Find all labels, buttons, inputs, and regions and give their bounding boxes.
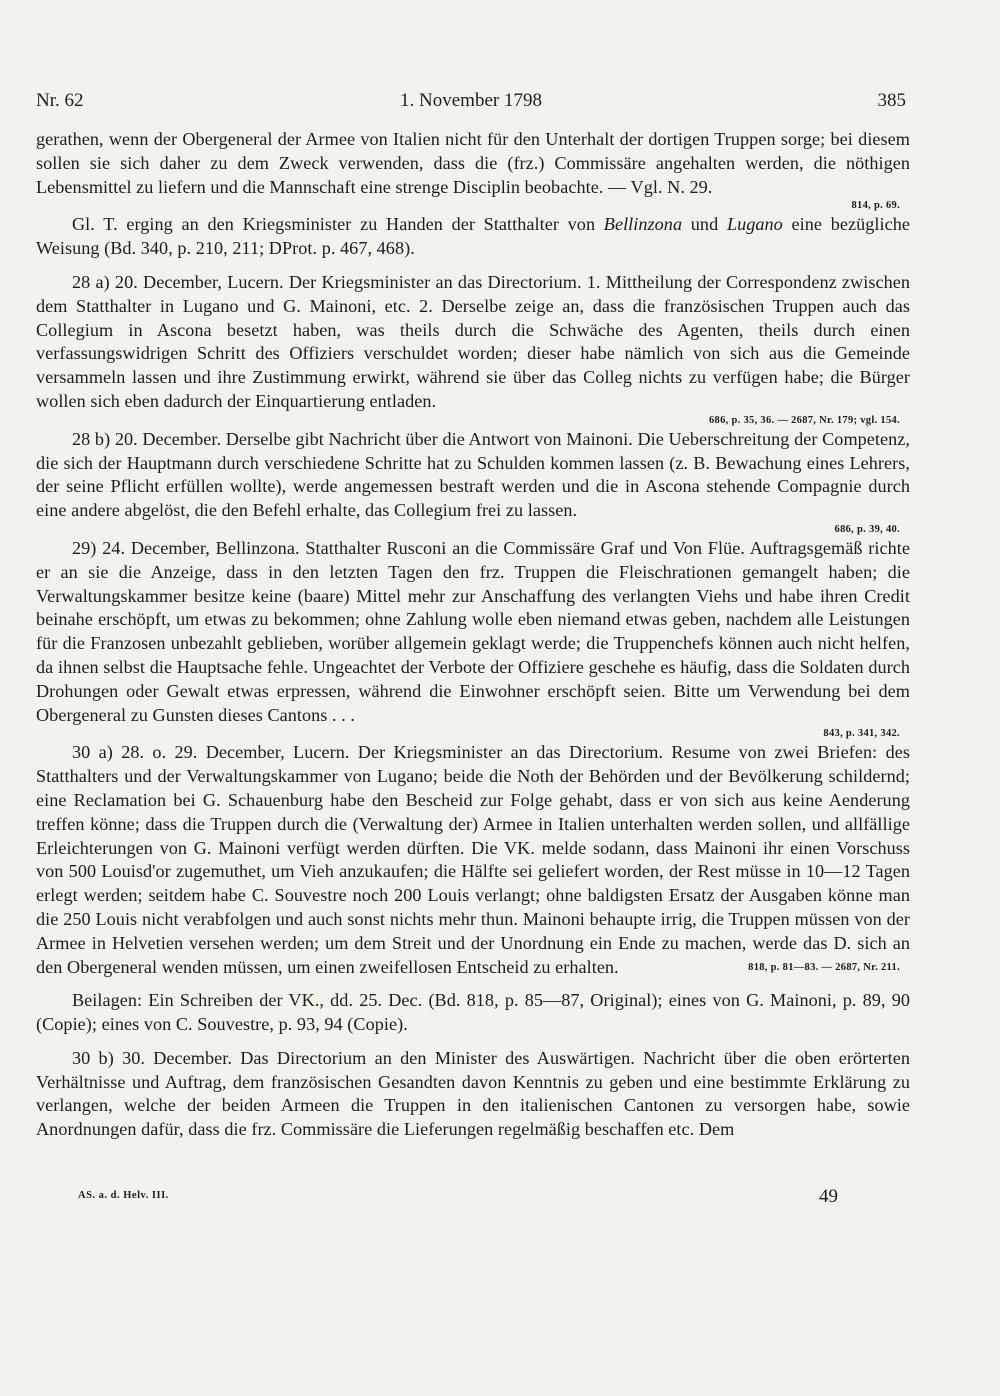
entry-30b: 30 b) 30. December. Das Directorium an den Minister des Auswärtigen. Nachricht über die oben erörterten Verhältnisse und Auftrag, dem französischen Gesandten davon Kenntnis zu geben und eine bestimmte Erklärung zu verlangen, welche der beiden Armeen die Truppen in den italienischen Cantonen zu versorgen habe, sowie Anordnungen dafür, dass die frz. Commissäre die Lieferungen regelmäßig beschaffen etc. Dem bbox=[36, 1047, 910, 1140]
page-body bbox=[36, 128, 910, 1142]
entry-30a-text: 30 a) 28. o. 29. December, Lucern. Der Kriegsminister an das Directorium. Resume von zwei Briefen: des Statthalters und der Verwaltungskammer von Lugano; beide die Noth der Behörden und der Bevölkerung schildernd; eine Reclamation bei G. Schauenburg habe den Bescheid zur Folge gehabt, dass er von sich aus keine Aenderung treffen könne; dass die Truppen durch die (Verwaltung der) Armee in Italien unterhalten werden sollen, und allfällige Erleichterungen von G. Mainoni verfügt werden dürften. Die VK. melde sodann, dass Mainoni ihr einen Vorschuss von 500 Louisd'or zugemuthet, um Vieh anzukaufen; die Hälfte sei geliefert worden, der Rest müsse in 10—12 Tagen erlegt werden; seitdem habe C. Souvestre noch 200 Louis verlangt; ohne baldigsten Ersatz der Ausgaben könne man die 250 Louis nicht verabfolgen und auch sonst nichts mehr thun. Mainoni behaupte irrig, die Truppen müssen von der Armee in Helvetien versehen werden; um dem Streit und der Unordnung ein Ende zu machen, werde das D. sich an den Obergeneral wenden müssen, um einen zweifellosen Entscheid zu erhalten. bbox=[36, 742, 910, 977]
paragraph-continuation: gerathen, wenn der Obergeneral der Armee von Italien nicht für den Unterhalt der dortigen Truppen sorge; bei diesem sollen sie sich daher zu dem Zweck verwenden, dass die (frz.) Commissäre angehalten werden, die nöthigen Lebensmittel zu liefern und die Mannschaft eine strenge Disciplin beobachte. — Vgl. N. 29. bbox=[36, 129, 910, 197]
source-reference: 686, p. 39, 40. bbox=[834, 523, 900, 535]
entry-attachments: Beilagen: Ein Schreiben der VK., dd. 25. Dec. (Bd. 818, p. 85—87, Original); eines von G. Mainoni, p. 89, 90 (Copie); eines von C. Souvestre, p. 93, 94 (Copie). bbox=[36, 990, 910, 1035]
sheet-number: 49 bbox=[819, 1186, 838, 1207]
text-segment: und bbox=[682, 214, 727, 235]
source-reference: 818, p. 81—83. — 2687, Nr. 211. bbox=[748, 961, 900, 973]
text-segment: eine bezügliche Weisung (Bd. 340, p. 210, 211; DProt. p. 467, 468). bbox=[36, 214, 910, 259]
spacer bbox=[36, 979, 910, 989]
spacer bbox=[36, 1037, 910, 1047]
paragraph-instruction bbox=[36, 213, 910, 261]
running-title-date: 1. November 1798 bbox=[400, 90, 542, 111]
document-number: Nr. 62 bbox=[36, 90, 84, 111]
spacer bbox=[36, 261, 910, 271]
place-name-bellinzona: Bellinzona bbox=[603, 214, 683, 235]
source-reference: 686, p. 35, 36. — 2687, Nr. 179; vgl. 154. bbox=[708, 414, 900, 426]
entry-28a: 28 a) 20. December, Lucern. Der Kriegsminister an das Directorium. 1. Mittheilung der Correspondenz zwischen dem Statthalter in Lugano und G. Mainoni, etc. 2. Derselbe zeige an, dass die französischen Truppen auch das Collegium in Ascona besetzt haben, was theils durch die Schwäche des Agenten, theils durch einen verfassungswidrigen Schritt des Offiziers verschuldet worden; dieser habe nämlich von sich aus die Gemeinde versammeln lassen und ihre Zustimmung erwirkt, während sie über das Colleg nichts zu verfügen habe; die Bürger wollen sich eben dadurch der Einquartierung entladen. bbox=[36, 271, 910, 411]
page-number: 385 bbox=[877, 90, 906, 111]
source-reference: 843, p. 341, 342. bbox=[823, 728, 900, 740]
page-header bbox=[36, 90, 906, 120]
page-footer bbox=[78, 1186, 838, 1216]
signature-mark: AS. a. d. Helv. III. bbox=[78, 1190, 169, 1201]
entry-29: 29) 24. December, Bellinzona. Statthalter Rusconi an die Commissäre Graf und Von Flüe. Auftragsgemäß richte er an sie die Anzeige, dass in den letzten Tagen den frz. Truppen die Fleischrationen gemangelt haben; die Verwaltungskammer besitze keine (baare) Mittel mehr zur Anschaffung des verlangten Viehs und habe ihren Credit beinahe erschöpft, um etwas zu bekommen; ohne Zahlung wolle eben niemand etwas geben, nachdem alle Leistungen für die Franzosen unbezahlt geblieben, worüber allgemein geklagt werde; die Truppenchefs können auch nicht helfen, da ihnen selbst die Hauptsache fehle. Ungeachtet der Verbote der Offiziere geschehe es häufig, dass die Soldaten durch Drohungen oder Gewalt etwas erpressen, während die Einwohner erschöpft seien. Bitte um Verwendung bei dem Obergeneral zu Gunsten dieses Cantons . . . bbox=[36, 537, 910, 725]
place-name-lugano: Lugano bbox=[726, 214, 783, 235]
entry-30a bbox=[36, 741, 910, 979]
entry-28b: 28 b) 20. December. Derselbe gibt Nachricht über die Antwort von Mainoni. Die Ueberschreitung der Competenz, die sich der Hauptmann durch verschiedene Schritte hat zu Schulden kommen lassen (z. B. Bewachung eines Lehrers, der seine Pflicht erfüllen wollte), werde angemessen bestraft werden und die in Ascona stehende Compagnie durch eine andere abgelöst, die den Befehl erhalte, das Collegium frei zu lassen. bbox=[36, 428, 910, 521]
text-segment: Gl. T. erging an den Kriegsminister zu Handen der Statthalter von bbox=[72, 214, 604, 235]
source-reference: 814, p. 69. bbox=[851, 200, 900, 212]
